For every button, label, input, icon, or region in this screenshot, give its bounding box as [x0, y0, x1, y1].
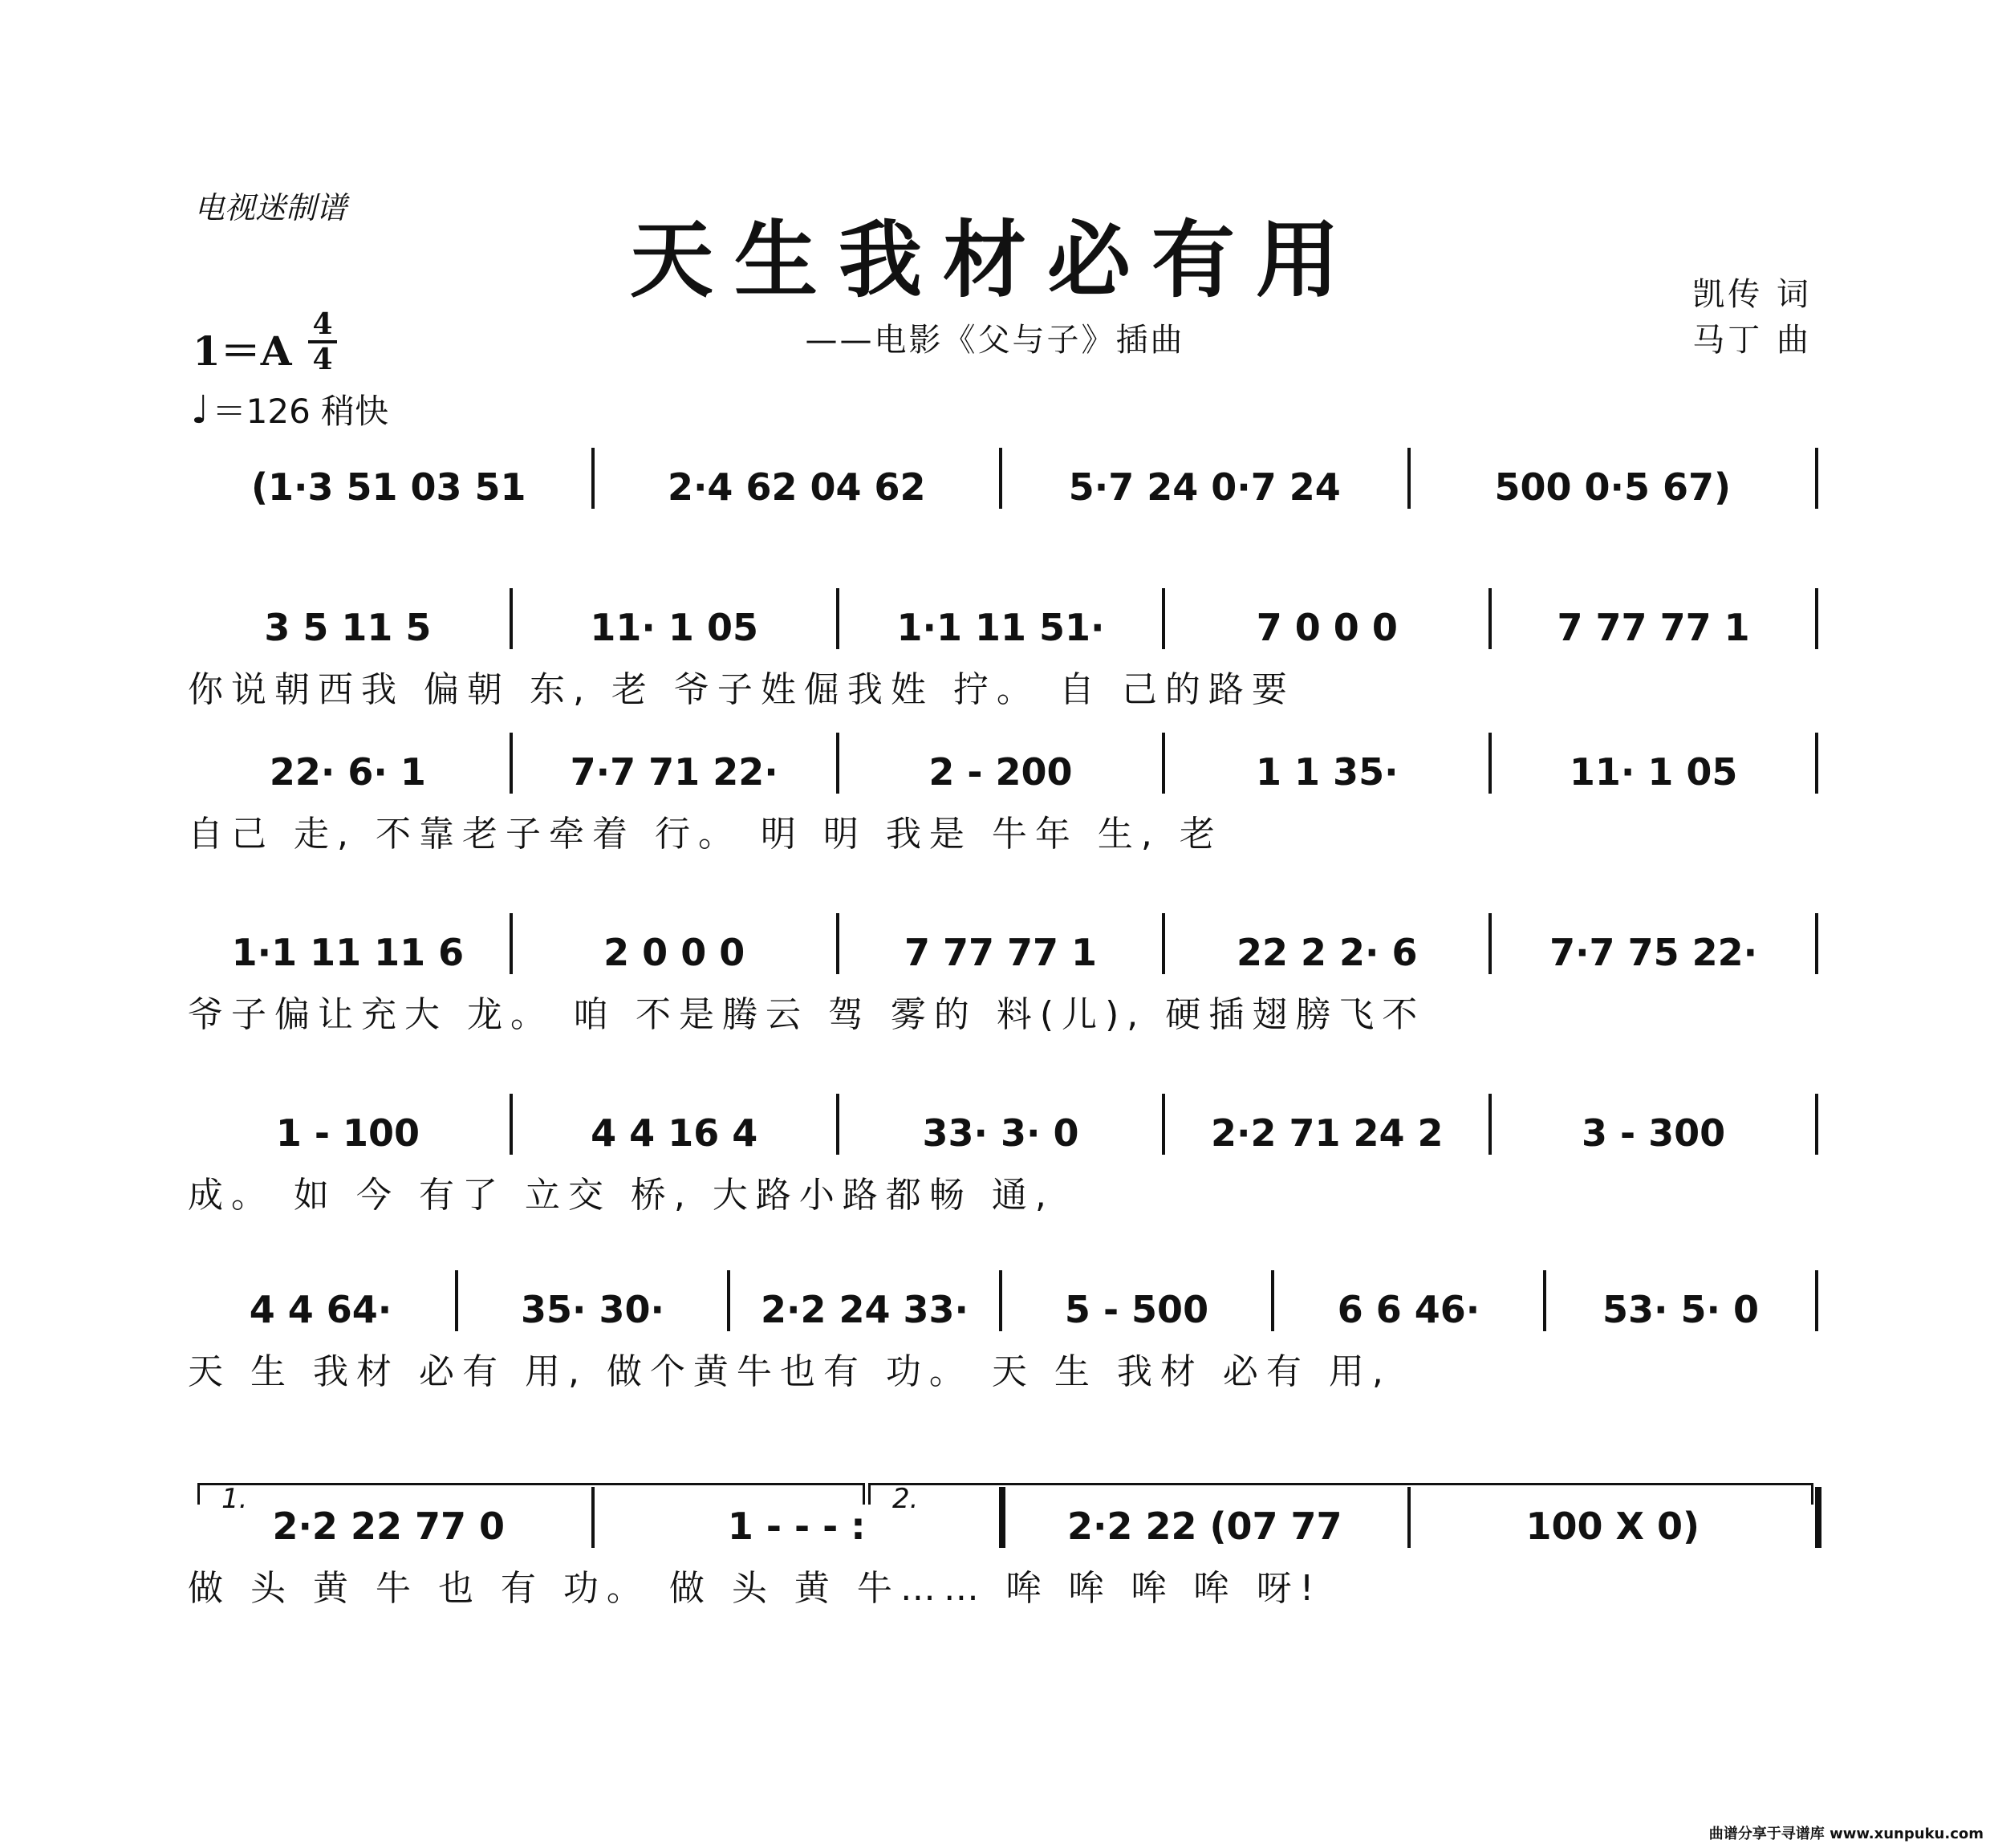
measure: 7 77 77 1 — [1557, 606, 1750, 649]
quarter-note-icon: ♩ — [191, 388, 209, 433]
measure: 35· 30· — [521, 1288, 664, 1331]
barline — [1488, 588, 1492, 649]
barline — [836, 588, 839, 649]
measure: 4 4 64· — [249, 1288, 392, 1331]
time-signature-top: 4 — [312, 307, 333, 341]
barline — [1815, 1094, 1818, 1155]
barline — [836, 913, 839, 974]
barline — [1543, 1270, 1546, 1331]
barline — [836, 1094, 839, 1155]
barline — [1407, 448, 1411, 509]
measure: 22· 6· 1 — [269, 750, 426, 794]
volta-label-1: 1. — [221, 1483, 248, 1515]
barline — [1488, 1094, 1492, 1155]
song-title: 天生我材必有用 — [629, 210, 1360, 309]
lyrics-line: 天 生 我材 必有 用, 做个黄牛也有 功。 天 生 我材 必有 用, — [188, 1351, 1391, 1392]
measure: 7·7 75 22· — [1549, 931, 1758, 974]
measure: 100 X 0) — [1525, 1505, 1700, 1548]
measure: 7·7 71 22· — [570, 750, 778, 794]
measure: 1 - - - : — [727, 1505, 866, 1548]
tempo-word: 稍快 — [321, 392, 389, 431]
lyrics-line: 你说朝西我 偏朝 东, 老 爷子姓倔我姓 拧。 自 己的路要 — [188, 669, 1295, 710]
barline — [510, 1094, 513, 1155]
key-signature: 1＝A — [193, 327, 292, 375]
measure: 2·2 71 24 2 — [1211, 1111, 1444, 1155]
time-signature — [305, 308, 340, 376]
barline — [836, 733, 839, 794]
score-row — [188, 1288, 1820, 1392]
measure: 11· 1 05 — [590, 606, 758, 649]
volta-label-2: 2. — [892, 1483, 919, 1515]
measure: 7 0 0 0 — [1256, 606, 1398, 649]
tempo-value: ＝126 — [212, 392, 311, 431]
measure: 3 5 11 5 — [264, 606, 432, 649]
measure: 2·2 22 77 0 — [272, 1505, 506, 1548]
measure: 3 - 300 — [1582, 1111, 1726, 1155]
measure: 2·4 62 04 62 — [667, 465, 926, 509]
barline — [1815, 1487, 1821, 1548]
score-row — [188, 931, 1820, 1035]
score-row — [188, 465, 1820, 562]
measure: 2·2 22 (07 77 — [1066, 1505, 1342, 1548]
barline — [727, 1270, 730, 1331]
lyrics-line: 成。 如 今 有了 立交 桥, 大路小路都畅 通, — [188, 1175, 1054, 1216]
barline — [999, 1270, 1002, 1331]
volta-bracket-2 — [868, 1483, 1813, 1505]
measure: 6 6 46· — [1337, 1288, 1480, 1331]
credit-text: 电视迷制谱 — [194, 190, 347, 225]
barline — [1162, 1094, 1165, 1155]
measure: 7 77 77 1 — [904, 931, 1098, 974]
measure: 1·1 11 11 6 — [231, 931, 465, 974]
score-row — [188, 606, 1820, 710]
measure: 53· 5· 0 — [1602, 1288, 1759, 1331]
tempo-marking — [191, 385, 388, 433]
barline — [1815, 588, 1818, 649]
lyrics-line: 自己 走, 不靠老子牵着 行。 明 明 我是 牛年 生, 老 — [188, 814, 1223, 855]
barline — [510, 733, 513, 794]
measure: 500 0·5 67) — [1494, 465, 1732, 509]
barline — [1271, 1270, 1274, 1331]
measure: 2·2 24 33· — [760, 1288, 969, 1331]
measure: 4 4 16 4 — [591, 1111, 758, 1155]
lyrics-line: 做 头 黄 牛 也 有 功。 做 头 黄 牛…… 哞 哞 哞 哞 呀! — [188, 1568, 1322, 1609]
barline — [591, 448, 595, 509]
barline — [510, 913, 513, 974]
notes-line — [188, 465, 1820, 530]
lyricist: 凯传 词 — [1692, 276, 1812, 313]
barline — [999, 448, 1002, 509]
barline — [1815, 448, 1818, 509]
score-row — [188, 1111, 1820, 1216]
measure: 33· 3· 0 — [922, 1111, 1079, 1155]
song-subtitle: ——电影《父与子》插曲 — [805, 322, 1185, 359]
measure: 2 0 0 0 — [603, 931, 745, 974]
barline — [1162, 733, 1165, 794]
barline — [455, 1270, 458, 1331]
volta-bracket-1 — [197, 1483, 865, 1505]
barline — [1488, 913, 1492, 974]
barline — [1162, 588, 1165, 649]
footer-watermark: 曲谱分享于寻谱库 www.xunpuku.com — [1708, 1826, 1984, 1842]
measure: 1 - 100 — [275, 1111, 420, 1155]
barline — [1162, 913, 1165, 974]
barline — [1815, 733, 1818, 794]
measure: 22 2 2· 6 — [1237, 931, 1418, 974]
measure: 5 - 500 — [1064, 1288, 1209, 1331]
barline — [1815, 1270, 1818, 1331]
score-row — [188, 750, 1820, 855]
measure: 1·1 11 51· — [896, 606, 1105, 649]
measure: 2 - 200 — [928, 750, 1073, 794]
lyrics-line: 爷子偏让充大 龙。 咱 不是腾云 驾 雾的 料(儿), 硬插翅膀飞不 — [188, 994, 1426, 1035]
score-row — [188, 1505, 1820, 1609]
measure: 11· 1 05 — [1569, 750, 1738, 794]
barline — [1815, 913, 1818, 974]
measure: 5·7 24 0·7 24 — [1068, 465, 1341, 509]
composer: 马丁 曲 — [1692, 322, 1812, 359]
measure: (1·3 51 03 51 — [250, 465, 526, 509]
measure: 1 1 35· — [1256, 750, 1399, 794]
barline — [510, 588, 513, 649]
barline — [1488, 733, 1492, 794]
time-signature-bottom: 4 — [312, 343, 333, 376]
